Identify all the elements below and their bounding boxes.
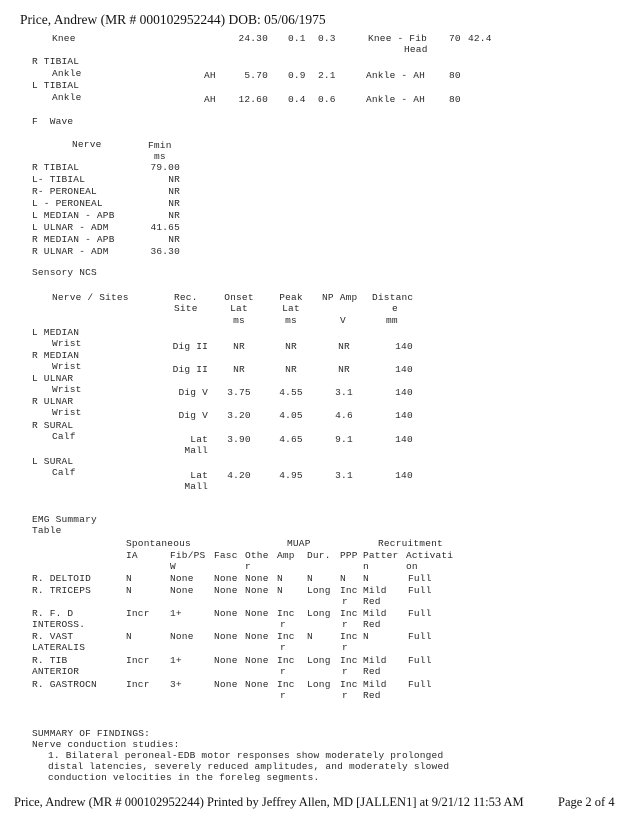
emg-pattern-cont: Red xyxy=(363,690,381,701)
distance-value: 80 xyxy=(449,70,461,81)
sensory-nerve: L ULNAR xyxy=(32,373,74,384)
emg-activation: Full xyxy=(408,585,432,596)
emg-muscle: R. F. D xyxy=(32,608,74,619)
sensory-distance: 140 xyxy=(395,364,413,375)
sensory-nerve: L SURAL xyxy=(32,456,74,467)
sensory-nerve: L MEDIAN xyxy=(32,327,80,338)
sensory-amp: NR xyxy=(338,341,350,352)
section-title: Sensory NCS xyxy=(32,267,97,278)
emg-pattern: N xyxy=(363,631,369,642)
distance-value: 80 xyxy=(449,94,461,105)
column-header: mm xyxy=(386,315,398,326)
emg-ppp-cont: r xyxy=(342,596,348,607)
column-header: Fasc xyxy=(214,550,238,561)
emg-fasc: None xyxy=(214,631,238,642)
summary-line: distal latencies, severely reduced amplitudes, and moderately slowed xyxy=(48,761,450,772)
column-header: Rec. xyxy=(174,292,198,303)
footer-printed: Price, Andrew (MR # 000102952244) Printed by Jeffrey Allen, MD [JALLEN1] at 9/21/12 11:53 AM xyxy=(14,795,524,809)
emg-ia: Incr xyxy=(126,679,150,690)
column-header: Onset xyxy=(224,292,254,303)
amplitude-value-2: 0.6 xyxy=(318,94,336,105)
column-header: Lat xyxy=(230,303,248,314)
sensory-amp: 3.1 xyxy=(335,470,353,481)
sensory-distance: 140 xyxy=(395,410,413,421)
summary-subtitle: Nerve conduction studies: xyxy=(32,739,180,750)
emg-ia: Incr xyxy=(126,608,150,619)
emg-other: None xyxy=(245,608,269,619)
emg-duration: Long xyxy=(307,608,331,619)
emg-muscle: R. TRICEPS xyxy=(32,585,92,596)
emg-amp: N xyxy=(277,585,283,596)
f-wave-nerve: L MEDIAN - APB xyxy=(32,210,115,221)
column-unit: ms xyxy=(154,151,166,162)
emg-fib: 1+ xyxy=(170,655,182,666)
f-wave-value: 41.65 xyxy=(150,222,180,233)
amplitude-value-2: 2.1 xyxy=(318,70,336,81)
emg-amp-cont: r xyxy=(280,666,286,677)
emg-fasc: None xyxy=(214,655,238,666)
sensory-distance: 140 xyxy=(395,470,413,481)
emg-duration: Long xyxy=(307,585,331,596)
section-title: F Wave xyxy=(32,116,74,127)
column-header: r xyxy=(245,561,251,572)
emg-muscle: R. TIB xyxy=(32,655,68,666)
emg-duration: Long xyxy=(307,655,331,666)
sensory-peak: NR xyxy=(285,341,297,352)
section-title: EMG Summary xyxy=(32,514,97,525)
f-wave-value: NR xyxy=(168,198,180,209)
emg-fib: None xyxy=(170,631,194,642)
emg-fasc: None xyxy=(214,573,238,584)
f-wave-nerve: L - PERONEAL xyxy=(32,198,103,209)
column-header: Distanc xyxy=(372,292,414,303)
sensory-nerve: R SURAL xyxy=(32,420,74,431)
latency-value: 24.30 xyxy=(238,33,268,44)
column-header: W xyxy=(170,561,176,572)
sensory-distance: 140 xyxy=(395,434,413,445)
column-header: NP Amp xyxy=(322,292,358,303)
sensory-distance: 140 xyxy=(395,341,413,352)
emg-muscle: R. DELTOID xyxy=(32,573,92,584)
emg-fib: None xyxy=(170,585,194,596)
f-wave-value: 36.30 xyxy=(150,246,180,257)
column-header: Fmin xyxy=(148,140,172,151)
amplitude-value: 0.4 xyxy=(288,94,306,105)
sensory-onset: 3.75 xyxy=(227,387,251,398)
emg-pattern-cont: Red xyxy=(363,666,381,677)
sensory-amp: 9.1 xyxy=(335,434,353,445)
site-label: Ankle xyxy=(52,92,82,103)
sensory-onset: 4.20 xyxy=(227,470,251,481)
emg-fib: None xyxy=(170,573,194,584)
f-wave-value: 79.00 xyxy=(150,162,180,173)
stim-site: Knee - Fib xyxy=(368,33,428,44)
emg-pattern: Mild xyxy=(363,608,387,619)
emg-other: None xyxy=(245,573,269,584)
emg-ppp-cont: r xyxy=(342,666,348,677)
emg-pattern: Mild xyxy=(363,585,387,596)
stim-site: Ankle - AH xyxy=(366,70,426,81)
sensory-onset: NR xyxy=(233,341,245,352)
sensory-amp: 3.1 xyxy=(335,387,353,398)
f-wave-nerve: R ULNAR - ADM xyxy=(32,246,109,257)
emg-amp: Inc xyxy=(277,679,295,690)
emg-duration: N xyxy=(307,631,313,642)
f-wave-nerve: L ULNAR - ADM xyxy=(32,222,109,233)
column-header: Site xyxy=(174,303,198,314)
column-header: Nerve xyxy=(72,139,102,150)
sensory-rec-site: Lat xyxy=(190,434,208,445)
emg-activation: Full xyxy=(408,573,432,584)
page-header: Price, Andrew (MR # 000102952244) DOB: 05/06/1975 xyxy=(20,12,326,27)
sensory-rec-site: Dig II xyxy=(172,364,208,375)
f-wave-nerve: R TIBIAL xyxy=(32,162,80,173)
column-header: Amp xyxy=(277,550,295,561)
amplitude-value-2: 0.3 xyxy=(318,33,336,44)
sensory-nerve: R ULNAR xyxy=(32,396,74,407)
group-header: MUAP xyxy=(287,538,311,549)
sensory-nerve: R MEDIAN xyxy=(32,350,80,361)
row-site: Knee xyxy=(52,33,76,44)
sensory-amp: NR xyxy=(338,364,350,375)
emg-fib: 1+ xyxy=(170,608,182,619)
emg-muscle-cont: INTEROSS. xyxy=(32,619,86,630)
f-wave-value: NR xyxy=(168,210,180,221)
f-wave-nerve: R- PERONEAL xyxy=(32,186,97,197)
nerve-label: R TIBIAL xyxy=(32,56,80,67)
sensory-site: Calf xyxy=(52,431,76,442)
emg-duration: N xyxy=(307,573,313,584)
emg-other: None xyxy=(245,655,269,666)
sensory-onset: 3.90 xyxy=(227,434,251,445)
emg-activation: Full xyxy=(408,655,432,666)
emg-ia: N xyxy=(126,573,132,584)
column-header: V xyxy=(340,315,346,326)
amplitude-value: 0.1 xyxy=(288,33,306,44)
sensory-site: Wrist xyxy=(52,338,82,349)
emg-amp-cont: r xyxy=(280,619,286,630)
column-header: IA xyxy=(126,550,138,561)
emg-ppp: Inc xyxy=(340,655,358,666)
emg-ia: Incr xyxy=(126,655,150,666)
page-number: Page 2 of 4 xyxy=(558,795,615,809)
emg-ppp: Inc xyxy=(340,631,358,642)
emg-other: None xyxy=(245,585,269,596)
emg-activation: Full xyxy=(408,608,432,619)
emg-pattern: N xyxy=(363,573,369,584)
sensory-peak: 4.65 xyxy=(279,434,303,445)
emg-activation: Full xyxy=(408,631,432,642)
sensory-peak: NR xyxy=(285,364,297,375)
column-header: Nerve / Sites xyxy=(52,292,129,303)
emg-ppp-cont: r xyxy=(342,619,348,630)
amplitude-value: 0.9 xyxy=(288,70,306,81)
emg-muscle-cont: LATERALIS xyxy=(32,642,86,653)
emg-fasc: None xyxy=(214,679,238,690)
sensory-site: Wrist xyxy=(52,361,82,372)
group-header: Recruitment xyxy=(378,538,443,549)
latency-value: 12.60 xyxy=(238,94,268,105)
velocity-value: 42.4 xyxy=(468,33,492,44)
emg-muscle: R. GASTROCN xyxy=(32,679,97,690)
column-header: Fib/PS xyxy=(170,550,206,561)
emg-muscle: R. VAST xyxy=(32,631,74,642)
emg-pattern-cont: Red xyxy=(363,619,381,630)
sensory-peak: 4.55 xyxy=(279,387,303,398)
f-wave-value: NR xyxy=(168,174,180,185)
emg-duration: Long xyxy=(307,679,331,690)
sensory-distance: 140 xyxy=(395,387,413,398)
latency-value: 5.70 xyxy=(244,70,268,81)
emg-pattern: Mild xyxy=(363,679,387,690)
emg-pattern-cont: Red xyxy=(363,596,381,607)
sensory-onset: 3.20 xyxy=(227,410,251,421)
f-wave-nerve: L- TIBIAL xyxy=(32,174,86,185)
sensory-rec-site: Lat xyxy=(190,470,208,481)
column-header: n xyxy=(363,561,369,572)
sensory-rec-site: Dig II xyxy=(172,341,208,352)
column-header: Activati xyxy=(406,550,454,561)
column-header: e xyxy=(392,303,398,314)
stim-site-cont: Head xyxy=(404,44,428,55)
emg-amp: Inc xyxy=(277,608,295,619)
rec-site: AH xyxy=(204,70,216,81)
emg-amp-cont: r xyxy=(280,690,286,701)
column-header: Lat xyxy=(282,303,300,314)
stim-site: Ankle - AH xyxy=(366,94,426,105)
f-wave-nerve: R MEDIAN - APB xyxy=(32,234,115,245)
emg-other: None xyxy=(245,679,269,690)
emg-ia: N xyxy=(126,585,132,596)
emg-ppp: Inc xyxy=(340,608,358,619)
column-header: Dur. xyxy=(307,550,331,561)
column-header: ms xyxy=(233,315,245,326)
f-wave-value: NR xyxy=(168,234,180,245)
column-header: Patter xyxy=(363,550,399,561)
sensory-peak: 4.05 xyxy=(279,410,303,421)
section-title-cont: Table xyxy=(32,525,62,536)
emg-amp: Inc xyxy=(277,655,295,666)
f-wave-value: NR xyxy=(168,186,180,197)
column-header: ms xyxy=(285,315,297,326)
emg-fib: 3+ xyxy=(170,679,182,690)
emg-amp: N xyxy=(277,573,283,584)
emg-amp-cont: r xyxy=(280,642,286,653)
sensory-rec-site-cont: Mall xyxy=(184,445,208,456)
site-label: Ankle xyxy=(52,68,82,79)
sensory-site: Wrist xyxy=(52,384,82,395)
emg-ppp: N xyxy=(340,573,346,584)
emg-ppp: Inc xyxy=(340,585,358,596)
emg-muscle-cont: ANTERIOR xyxy=(32,666,80,677)
column-header: Peak xyxy=(279,292,303,303)
column-header: Othe xyxy=(245,550,269,561)
emg-amp: Inc xyxy=(277,631,295,642)
summary-line: conduction velocities in the foreleg segments. xyxy=(48,772,320,783)
sensory-peak: 4.95 xyxy=(279,470,303,481)
emg-fasc: None xyxy=(214,608,238,619)
sensory-rec-site-cont: Mall xyxy=(184,481,208,492)
column-header: PPP xyxy=(340,550,358,561)
summary-title: SUMMARY OF FINDINGS: xyxy=(32,728,151,739)
emg-ppp-cont: r xyxy=(342,642,348,653)
emg-fasc: None xyxy=(214,585,238,596)
summary-line: 1. Bilateral peroneal-EDB motor responses show moderately prolonged xyxy=(48,750,444,761)
emg-ia: N xyxy=(126,631,132,642)
emg-other: None xyxy=(245,631,269,642)
sensory-onset: NR xyxy=(233,364,245,375)
emg-ppp-cont: r xyxy=(342,690,348,701)
sensory-rec-site: Dig V xyxy=(178,410,208,421)
sensory-rec-site: Dig V xyxy=(178,387,208,398)
distance-value: 70 xyxy=(449,33,461,44)
emg-activation: Full xyxy=(408,679,432,690)
emg-ppp: Inc xyxy=(340,679,358,690)
sensory-site: Calf xyxy=(52,467,76,478)
nerve-label: L TIBIAL xyxy=(32,80,80,91)
sensory-site: Wrist xyxy=(52,407,82,418)
group-header: Spontaneous xyxy=(126,538,191,549)
column-header: on xyxy=(406,561,418,572)
sensory-amp: 4.6 xyxy=(335,410,353,421)
emg-pattern: Mild xyxy=(363,655,387,666)
rec-site: AH xyxy=(204,94,216,105)
